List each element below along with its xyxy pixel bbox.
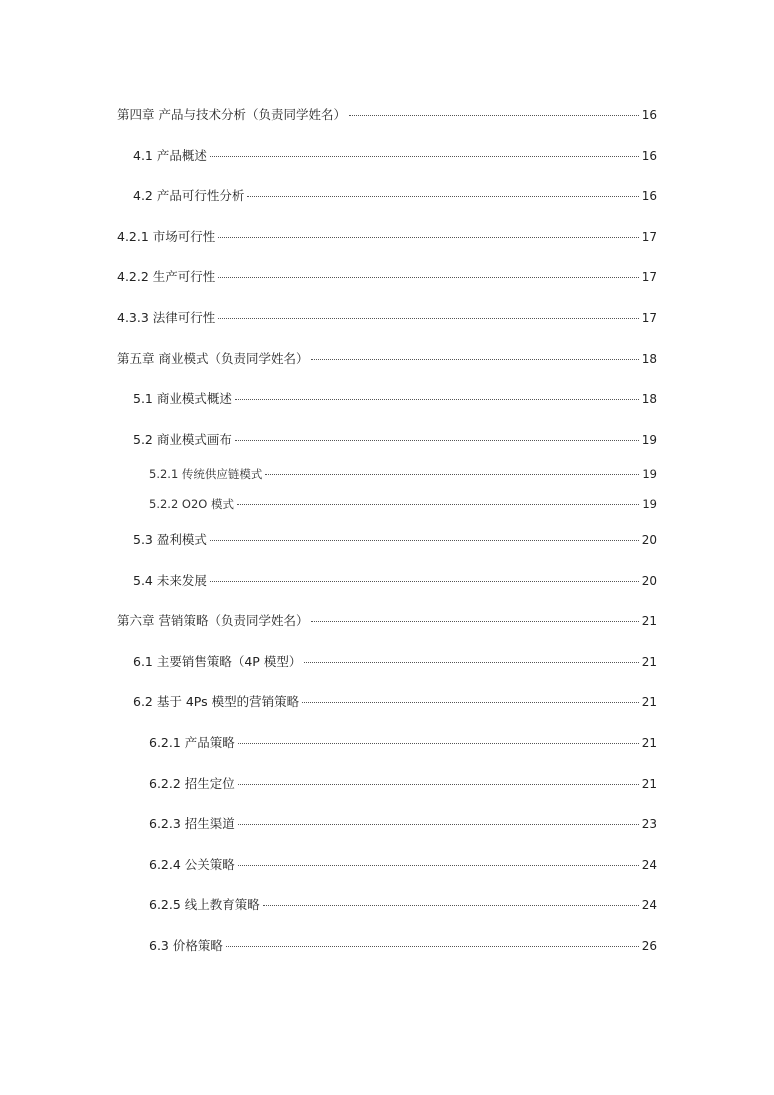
toc-entry-page: 16 — [641, 108, 657, 122]
toc-leader-dots — [238, 772, 639, 785]
toc-entry-6-2-3[interactable] — [0, 814, 774, 834]
toc-entry-title: 6.2 基于 4Ps 模型的营销策略 — [133, 694, 300, 709]
toc-entry-title: 6.2.3 招生渠道 — [149, 816, 235, 831]
toc-leader-dots — [238, 731, 639, 744]
toc-entry-4-2-2[interactable] — [0, 267, 774, 287]
toc-entry-title: 第六章 营销策略（负责同学姓名） — [117, 613, 309, 628]
toc-entry-title: 6.2.2 招生定位 — [149, 776, 235, 791]
toc-entry-5-2[interactable] — [0, 430, 774, 450]
toc-entry-title: 5.2.2 O2O 模式 — [149, 497, 234, 511]
toc-entry-page: 17 — [641, 311, 657, 325]
toc-entry-title: 6.2.4 公关策略 — [149, 857, 235, 872]
toc-entry-title: 5.1 商业模式概述 — [133, 391, 232, 406]
toc-entry-page: 19 — [642, 467, 657, 481]
toc-entry-page: 21 — [641, 736, 657, 750]
toc-entry-title: 4.2.2 生产可行性 — [117, 269, 216, 284]
toc-entry-title: 第四章 产品与技术分析（负责同学姓名） — [117, 107, 346, 122]
toc-entry-title: 4.3.3 法律可行性 — [117, 310, 216, 325]
toc-entry-5-3[interactable] — [0, 530, 774, 550]
toc-leader-dots — [210, 528, 639, 541]
toc-leader-dots — [311, 347, 638, 360]
toc-entry-title: 5.2 商业模式画布 — [133, 432, 232, 447]
toc-leader-dots — [237, 492, 639, 505]
toc-entry-title: 6.3 价格策略 — [149, 938, 223, 953]
toc-entry-title: 6.2.1 产品策略 — [149, 735, 235, 750]
toc-leader-dots — [302, 690, 639, 703]
toc-leader-dots — [238, 812, 639, 825]
toc-entry-4-2[interactable] — [0, 186, 774, 206]
toc-leader-dots — [304, 650, 638, 663]
toc-entry-5-2-1[interactable] — [0, 464, 774, 484]
toc-entry-6-2[interactable] — [0, 692, 774, 712]
toc-leader-dots — [218, 265, 638, 278]
toc-entry-page: 21 — [641, 695, 657, 709]
toc-entry-page: 19 — [642, 497, 657, 511]
toc-entry-6-1[interactable] — [0, 652, 774, 672]
toc-entry-title: 5.4 未来发展 — [133, 573, 207, 588]
toc-entry-page: 23 — [641, 817, 657, 831]
toc-leader-dots — [265, 462, 639, 475]
toc-entry-page: 17 — [641, 270, 657, 284]
toc-entry-page: 21 — [641, 614, 657, 628]
toc-entry-page: 16 — [641, 149, 657, 163]
toc-entry-title: 第五章 商业模式（负责同学姓名） — [117, 351, 309, 366]
toc-entry-chapter-5[interactable] — [0, 349, 774, 369]
toc-leader-dots — [263, 893, 639, 906]
toc-entry-title: 6.1 主要销售策略（4P 模型） — [133, 654, 302, 669]
toc-entry-page: 17 — [641, 230, 657, 244]
toc-entry-chapter-6[interactable] — [0, 611, 774, 631]
toc-leader-dots — [311, 609, 638, 622]
toc-entry-page: 24 — [641, 898, 657, 912]
toc-leader-dots — [210, 144, 639, 157]
toc-leader-dots — [235, 387, 639, 400]
toc-entry-page: 18 — [641, 352, 657, 366]
toc-leader-dots — [218, 306, 638, 319]
toc-leader-dots — [226, 934, 639, 947]
toc-entry-chapter-4[interactable] — [0, 105, 774, 125]
toc-entry-4-3-3[interactable] — [0, 308, 774, 328]
toc-entry-6-3[interactable] — [0, 936, 774, 956]
toc-entry-6-2-2[interactable] — [0, 774, 774, 794]
toc-entry-6-2-5[interactable] — [0, 895, 774, 915]
toc-entry-title: 4.2.1 市场可行性 — [117, 229, 216, 244]
toc-entry-5-1[interactable] — [0, 389, 774, 409]
toc-entry-page: 24 — [641, 858, 657, 872]
toc-leader-dots — [349, 103, 639, 116]
toc-entry-5-4[interactable] — [0, 571, 774, 591]
toc-entry-6-2-1[interactable] — [0, 733, 774, 753]
toc-entry-title: 5.2.1 传统供应链模式 — [149, 467, 263, 481]
toc-entry-title: 5.3 盈利模式 — [133, 532, 207, 547]
toc-entry-6-2-4[interactable] — [0, 855, 774, 875]
toc-entry-page: 18 — [641, 392, 657, 406]
toc-entry-page: 20 — [641, 533, 657, 547]
toc-leader-dots — [235, 428, 639, 441]
toc-leader-dots — [238, 853, 639, 866]
toc-entry-page: 16 — [641, 189, 657, 203]
toc-leader-dots — [247, 184, 638, 197]
toc-entry-title: 4.2 产品可行性分析 — [133, 188, 245, 203]
toc-entry-4-1[interactable] — [0, 146, 774, 166]
toc-entry-page: 19 — [641, 433, 657, 447]
toc-entry-title: 6.2.5 线上教育策略 — [149, 897, 260, 912]
toc-entry-page: 21 — [641, 777, 657, 791]
toc-entry-5-2-2[interactable] — [0, 494, 774, 514]
toc-entry-page: 21 — [641, 655, 657, 669]
toc-entry-page: 20 — [641, 574, 657, 588]
toc-leader-dots — [218, 225, 638, 238]
toc-entry-page: 26 — [641, 939, 657, 953]
toc-leader-dots — [210, 569, 639, 582]
toc-entry-title: 4.1 产品概述 — [133, 148, 207, 163]
toc-entry-4-2-1[interactable] — [0, 227, 774, 247]
